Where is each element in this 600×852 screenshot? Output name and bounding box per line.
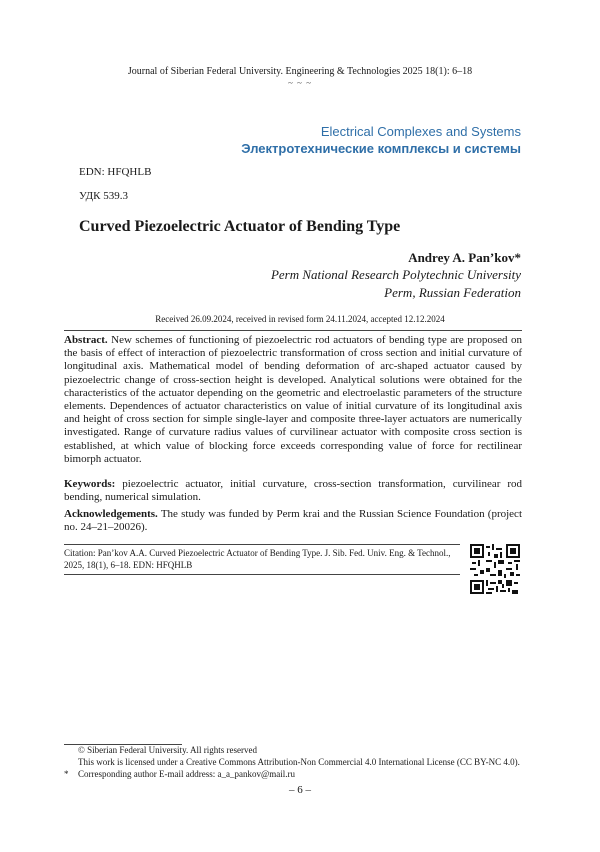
journal-header: Journal of Siberian Federal University. Engineering & Technologies 2025 18(1): 6–18 bbox=[127, 66, 473, 77]
acknowledgements bbox=[64, 508, 522, 534]
article-title: Curved Piezoelectric Actuator of Bending Type bbox=[79, 218, 401, 235]
header-ornament: ~ ~ ~ bbox=[287, 78, 313, 88]
license-text: This work is licensed under a Creative Commons Attribution-Non Commercial 4.0 International License (CC BY-NC 4.0). bbox=[78, 757, 520, 767]
edn-id: EDN: HFQHLB bbox=[79, 166, 152, 178]
affiliation-institution: Perm National Research Polytechnic University bbox=[270, 267, 521, 282]
keywords-label: Keywords: bbox=[64, 478, 116, 490]
acknowledgements-label: Acknowledgements. bbox=[64, 508, 158, 520]
udk-code: УДК 539.3 bbox=[79, 190, 129, 202]
keywords-text: piezoelectric actuator, initial curvature, cross-section transformation, curvilinear rod bending, numerical simulation. bbox=[64, 478, 522, 504]
corresponding-text: Corresponding author E-mail address: a_a_pankov@mail.ru bbox=[78, 769, 295, 779]
acknowledgements-text: The study was funded by Perm krai and the Russian Science Foundation (project no. 24–21–20026). bbox=[64, 508, 522, 534]
footnote-star: * bbox=[64, 769, 69, 779]
divider bbox=[64, 330, 522, 331]
affiliation-location: Perm, Russian Federation bbox=[384, 285, 521, 300]
section-title-en: Electrical Complexes and Systems bbox=[320, 124, 521, 139]
abstract bbox=[64, 334, 522, 466]
page-number: – 6 – bbox=[289, 784, 311, 796]
citation: Citation: Pan’kov A.A. Curved Piezoelectric Actuator of Bending Type. J. Sib. Fed. Univ. Eng. & Technol., 2025, 18(1), 6–18. EDN: HFQHLB bbox=[64, 548, 451, 570]
keywords bbox=[64, 478, 522, 504]
section-title-ru: Электротехнические комплексы и системы bbox=[241, 141, 521, 156]
citation-bottom-rule bbox=[64, 574, 460, 575]
qr-code-icon bbox=[470, 544, 520, 594]
footnote-corresponding bbox=[64, 768, 534, 780]
citation-top-rule bbox=[64, 544, 460, 545]
copyright-text: © Siberian Federal University. All rights reserved bbox=[78, 745, 257, 755]
abstract-label: Abstract. bbox=[64, 334, 108, 346]
received-dates: Received 26.09.2024, received in revised form 24.11.2024, accepted 12.12.2024 bbox=[155, 314, 445, 324]
abstract-text: New schemes of functioning of piezoelectric rod actuators of bending type are proposed on the basis of effect of interaction of piezoelectric transformation of cross section and initial curvature of longitudinal axis. Mathematical model of bending deformation of arc-shaped actuator caused by piezoelectric change of cross-section height is developed. Analytical solutions were obtained for the characteristics of the actuator depending on the geometric and electroelastic parameters of the structure elements. Dependences of actuator characteristics on value of initial curvature of its longitudinal axis and height of cross section for simple single-layer and composite three-layer actuators are numerically investigated. Range of curvature radius values of curvilinear actuator with composite cross section is established, at which value of blocking force exceeds corresponding value of force for rectilinear bimorph actuator. bbox=[64, 334, 522, 465]
footnote-copyright bbox=[64, 744, 534, 756]
footnote-license bbox=[64, 756, 534, 768]
author-name: Andrey A. Pan’kov* bbox=[408, 250, 521, 265]
